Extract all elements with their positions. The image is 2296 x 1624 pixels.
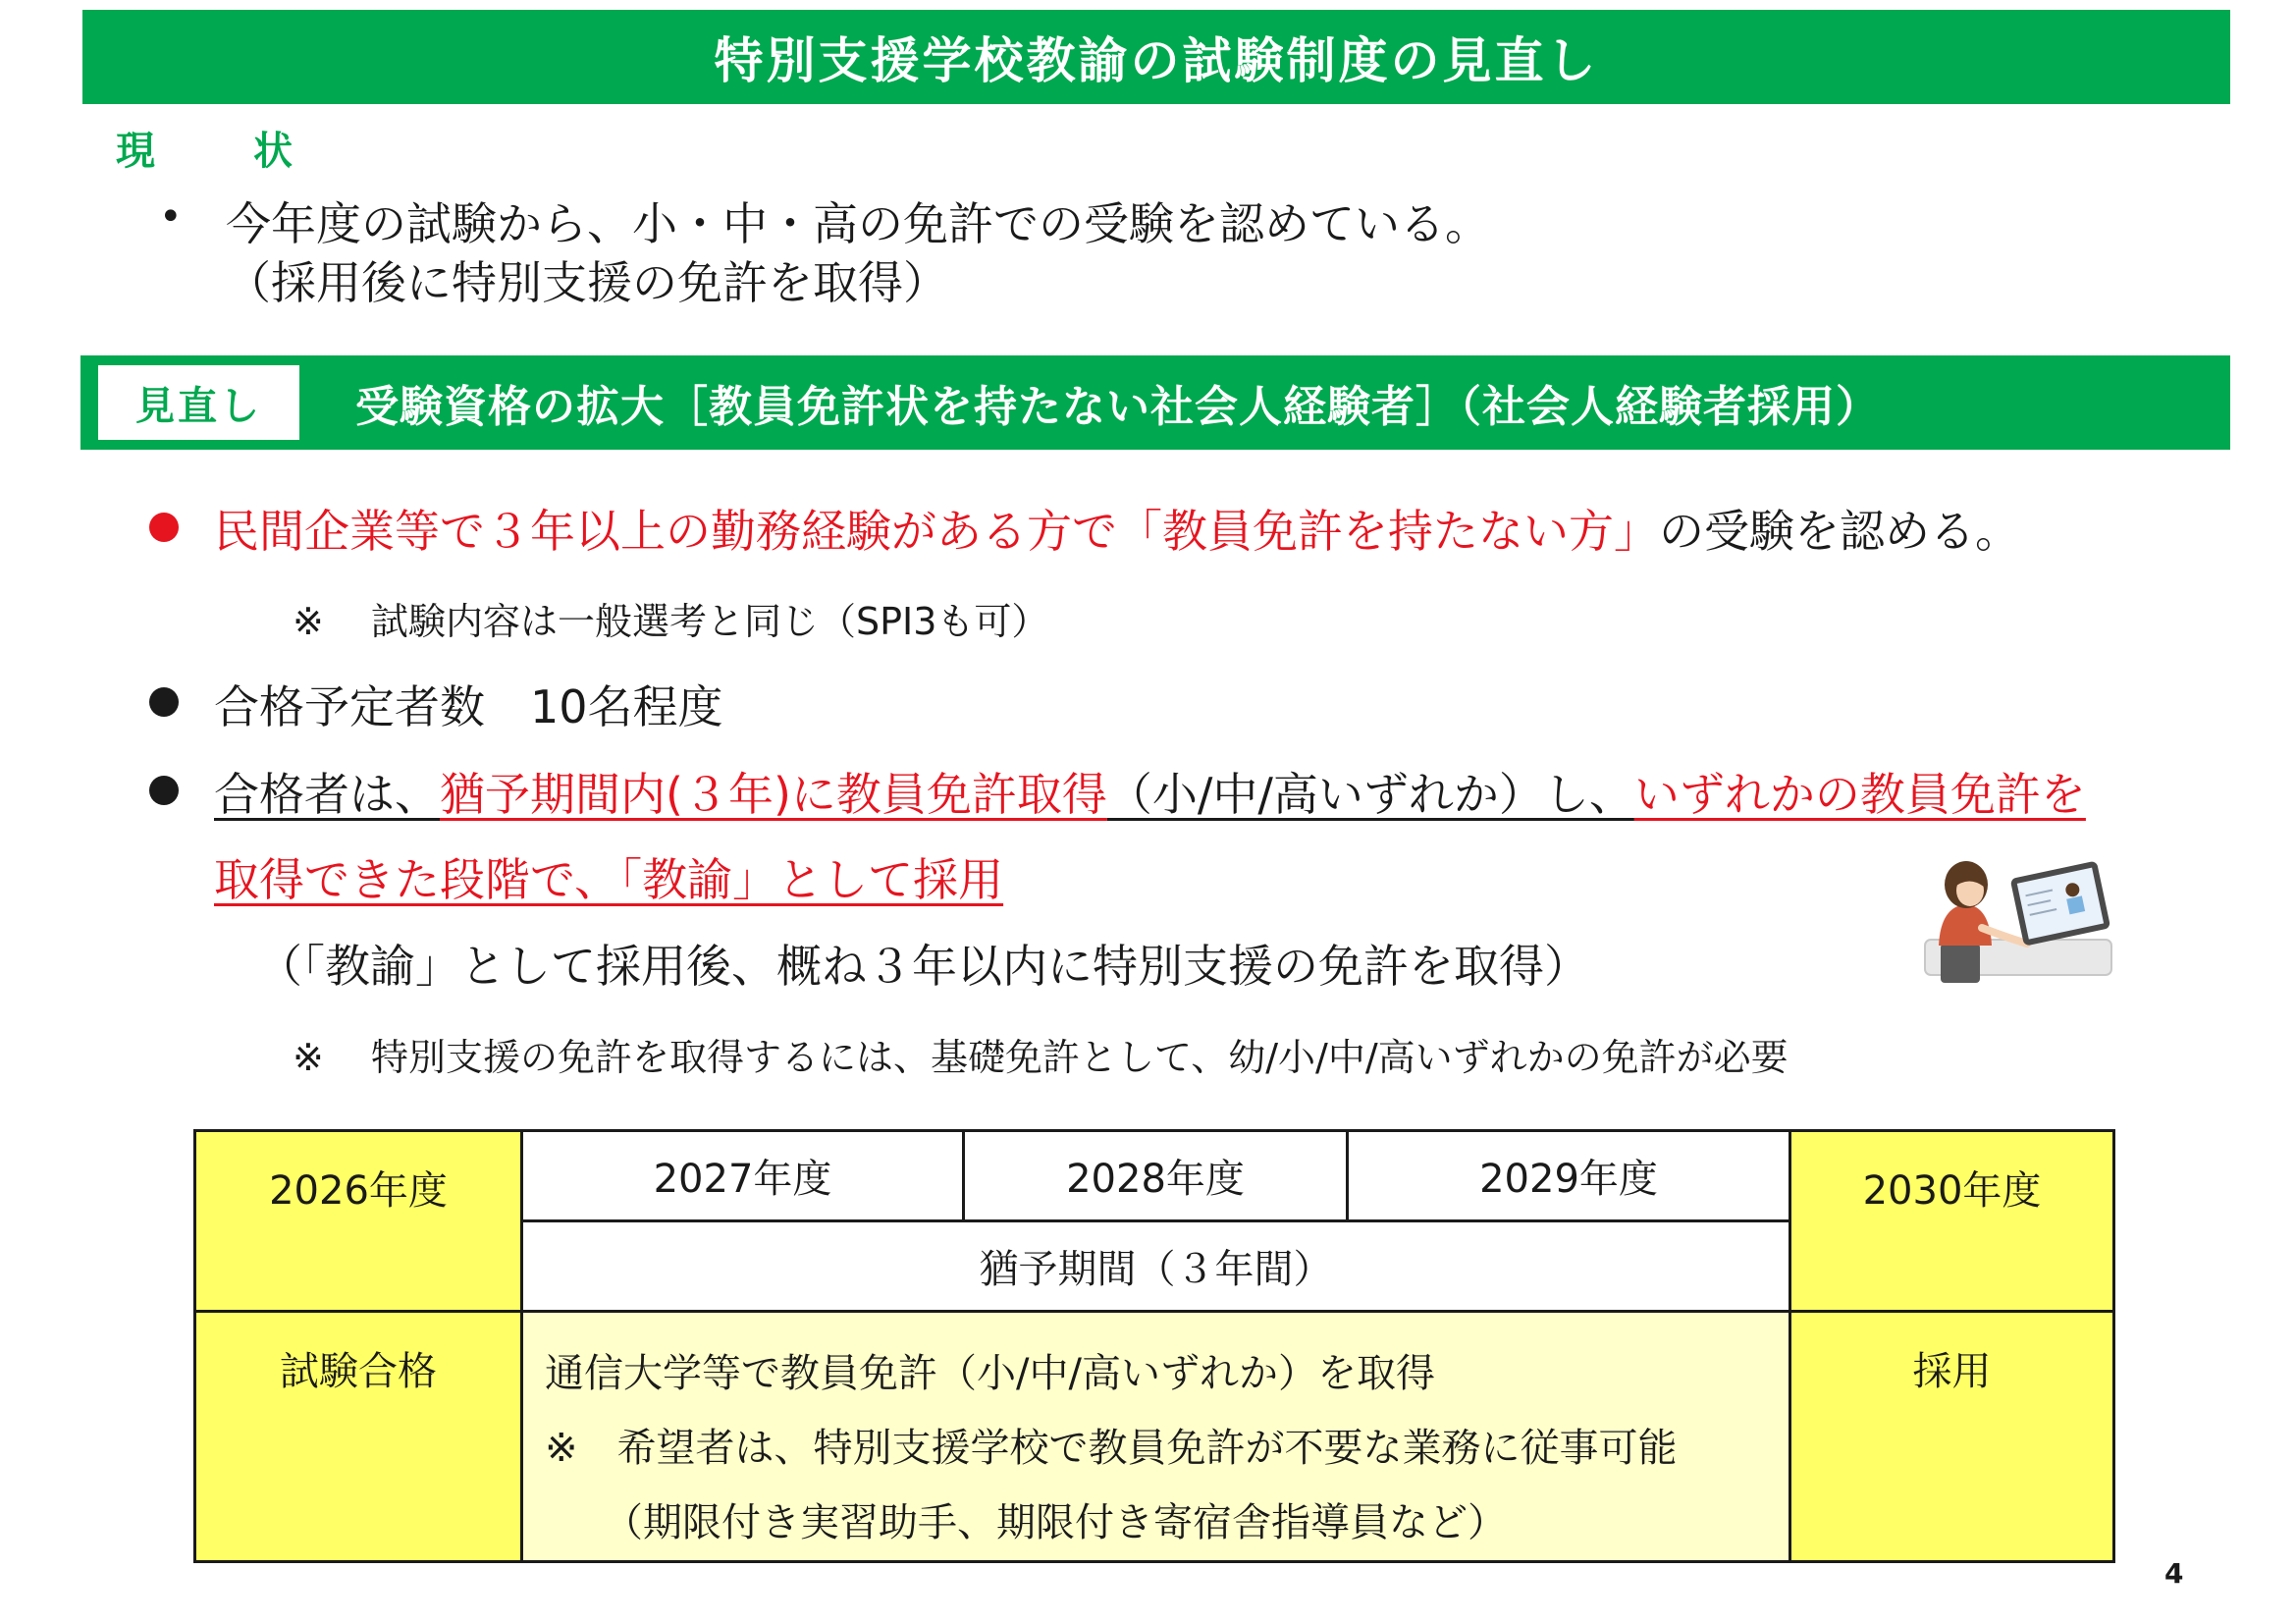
bullet-dot-red — [149, 513, 179, 542]
exam-pass: 試験合格 — [195, 1312, 522, 1562]
year-2029: 2029年度 — [1348, 1131, 1790, 1221]
hire-cell: 採用 — [1790, 1312, 2114, 1562]
review-heading: 受験資格の拡大［教員免許状を持たない社会人経験者］（社会人経験者採用） — [355, 382, 1880, 432]
item3-line-2 — [214, 844, 1003, 909]
studying-woman-illustration — [1919, 849, 2115, 987]
license-line-2: ※ 希望者は、特別支援学校で教員免許が不要な業務に従事可能 — [545, 1426, 1678, 1471]
license-line-3: （期限付き実習助手、期限付き寄宿舎指導員など） — [604, 1500, 1507, 1545]
item1-note-text: 試験内容は一般選考と同じ（SPI3も可） — [371, 600, 1049, 643]
year-2027: 2027年度 — [522, 1131, 964, 1221]
current-line-2: （採用後に特別支援の免許を取得） — [226, 256, 948, 309]
item1-black-text: の受験を認める。 — [1659, 505, 2020, 558]
grace-period: 猶予期間（３年間） — [522, 1221, 1790, 1312]
license-line-1: 通信大学等で教員免許（小/中/高いずれか）を取得 — [545, 1351, 1435, 1396]
year-2028: 2028年度 — [964, 1131, 1348, 1221]
item3-note — [293, 1027, 1789, 1081]
year-2030: 2030年度 — [1790, 1131, 2114, 1312]
page-number: 4 — [2164, 1557, 2184, 1590]
item3-part3: （小/中/高いずれか）し、 — [1106, 768, 1634, 821]
year-2026: 2026年度 — [195, 1131, 522, 1312]
item1-note — [293, 591, 1048, 645]
item3-line-1 — [214, 759, 2086, 824]
current-status-label: 現 状 — [116, 129, 322, 174]
item1-red-text: 民間企業等で３年以上の勤務経験がある方で「教員免許を持たない方」 — [214, 505, 1659, 558]
bullet-dot — [149, 776, 179, 805]
current-bullet: • — [159, 194, 183, 240]
item3-part2: 猶予期間内(３年)に教員免許取得 — [440, 768, 1107, 821]
note-mark: ※ — [293, 1036, 324, 1079]
item3-note-text: 特別支援の免許を取得するには、基礎免許として、幼/小/中/高いずれかの免許が必要 — [371, 1036, 1789, 1079]
item3-part5: 取得できた段階で、「教諭」として採用 — [214, 853, 1004, 906]
current-line-1: 今年度の試験から、小・中・高の免許での受験を認めている。 — [226, 197, 1490, 250]
license-acquisition-cell — [522, 1312, 1790, 1562]
item2-text: 合格予定者数 10名程度 — [214, 680, 723, 733]
page-title: 特別支援学校教諭の試験制度の見直し — [82, 10, 2230, 104]
review-tag: 見直し — [98, 365, 299, 440]
item3-part1: 合格者は、 — [214, 768, 440, 821]
bullet-dot — [149, 687, 179, 717]
note-mark: ※ — [293, 600, 324, 643]
item3-part4: いずれかの教員免許を — [1633, 768, 2086, 821]
item3-sub: （「教諭」として採用後、概ね３年以内に特別支援の免許を取得） — [257, 940, 1589, 993]
schedule-table — [193, 1129, 2115, 1563]
item1-line — [214, 496, 2020, 561]
